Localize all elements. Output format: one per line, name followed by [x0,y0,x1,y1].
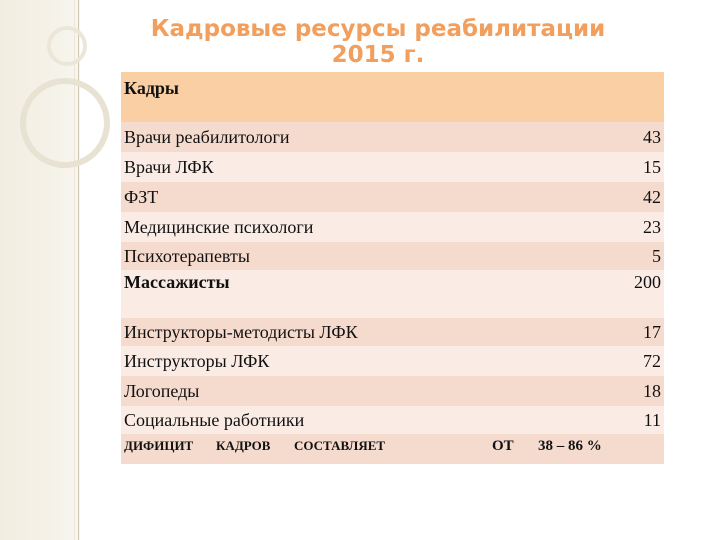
decorative-ring-small [47,26,87,66]
table-row [121,212,664,242]
row-label: Логопеды [124,380,200,401]
row-value: 18 [643,380,661,401]
row-value: 15 [643,156,661,177]
table-row [121,318,664,346]
row-value: 11 [643,409,661,430]
table-row [121,346,664,376]
table-row [121,152,664,182]
row-label: Инструкторы-методисты ЛФК [124,321,358,342]
row-value: 23 [643,216,661,237]
decorative-ring-large [20,78,110,168]
deficit-row [121,434,664,464]
table-row [121,182,664,212]
row-value: 200 [634,272,661,292]
table-row [121,270,664,318]
row-label: Врачи ЛФК [124,156,214,177]
header-label: Кадры [124,78,179,98]
row-label: Социальные работники [124,409,305,430]
deficit-word: СОСТАВЛЯЕТ [294,438,386,453]
deficit-word: ДИФИЦИТ [124,438,194,453]
row-label: Психотерапевты [124,245,250,266]
row-value: 5 [652,245,661,266]
table-row [121,406,664,434]
row-value: 43 [643,126,661,147]
row-label: Врачи реабилитологи [124,126,290,147]
deficit-word: КАДРОВ [216,438,271,453]
staff-table [121,72,664,464]
row-label: Массажисты [124,272,230,292]
row-label: Инструкторы ЛФК [124,350,270,371]
table-row [121,122,664,152]
table-header [121,72,664,122]
row-value: 17 [643,321,661,342]
row-value: 42 [643,186,661,207]
deficit-word: ОТ [492,438,514,454]
row-label: Медицинские психологи [124,216,314,237]
deficit-range: 38 – 86 % [538,438,602,454]
row-label: ФЗТ [124,186,159,207]
table-row [121,242,664,270]
row-value: 72 [643,350,661,371]
page-title: Кадровые ресурсы реабилитации 2015 г. [150,16,606,68]
table-row [121,376,664,406]
